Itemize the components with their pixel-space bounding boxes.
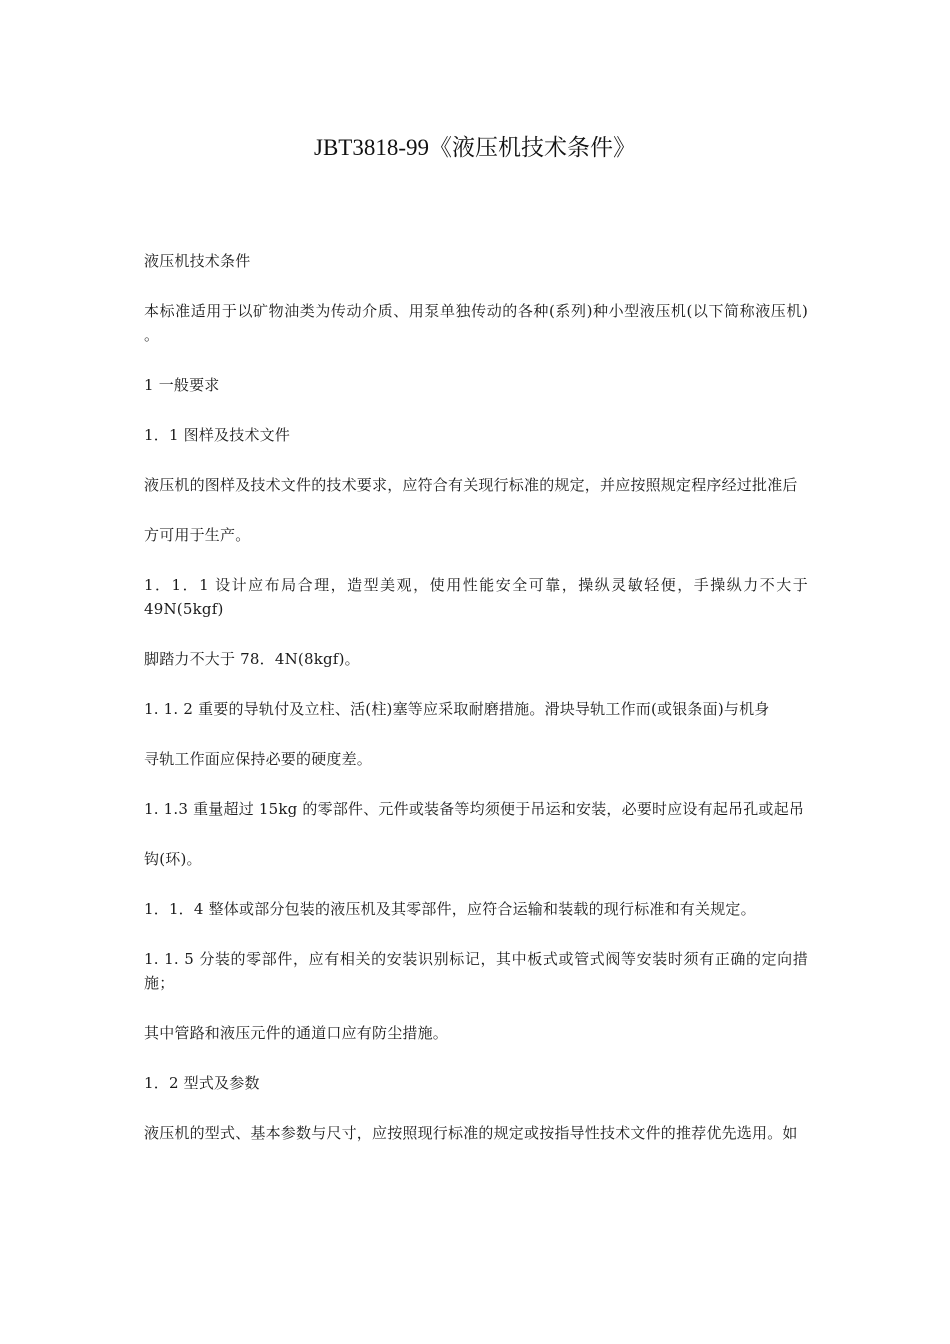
section-heading-1-2: 1．2 型式及参数	[144, 1074, 260, 1092]
document-title: JBT3818-99《液压机技术条件》	[314, 135, 636, 160]
paragraph: 方可用于生产。	[144, 526, 251, 544]
section-heading-1-1: 1．1 图样及技术文件	[144, 426, 291, 444]
paragraph: 1. 1.3 重量超过 15kg 的零部件、元件或装备等均须便于吊运和安装，必要时应设有起吊孔或起吊	[144, 800, 805, 818]
paragraph-scope: 本标准适用于以矿物油类为传动介质、用泵单独传动的各种(系列)种小型液压机(以下简称液压机) 。	[144, 302, 808, 344]
paragraph: 脚踏力不大于 78．4N(8kgf)。	[144, 650, 360, 668]
paragraph: 液压机的图样及技术文件的技术要求，应符合有关现行标准的规定，并应按照规定程序经过批准后	[144, 476, 798, 494]
paragraph: 其中管路和液压元件的通道口应有防尘措施。	[144, 1024, 449, 1042]
paragraph: 钩(环)。	[144, 850, 202, 868]
paragraph-heading: 液压机技术条件	[144, 252, 251, 270]
paragraph: 寻轨工作面应保持必要的硬度差。	[144, 750, 373, 768]
paragraph: 液压机的型式、基本参数与尺寸，应按照现行标准的规定或按指导性技术文件的推荐优先选用。如	[144, 1124, 798, 1142]
paragraph: 1．1．1 设计应布局合理，造型美观，使用性能安全可靠，操纵灵敏轻便，手操纵力不大于 49N(5kgf)	[144, 576, 808, 618]
section-heading-1: 1 一般要求	[144, 376, 220, 394]
paragraph: 1. 1. 2 重要的导轨付及立柱、活(柱)塞等应采取耐磨措施。滑块导轨工作而(或银条面)与机身	[144, 700, 770, 718]
document-body	[144, 249, 808, 1171]
paragraph: 1．1．4 整体或部分包装的液压机及其零部件，应符合运输和装载的现行标准和有关规定。	[144, 900, 756, 918]
paragraph: 1. 1. 5 分装的零部件，应有相关的安装识别标记，其中板式或管式阀等安装时须有正确的定向措施；	[144, 950, 808, 992]
